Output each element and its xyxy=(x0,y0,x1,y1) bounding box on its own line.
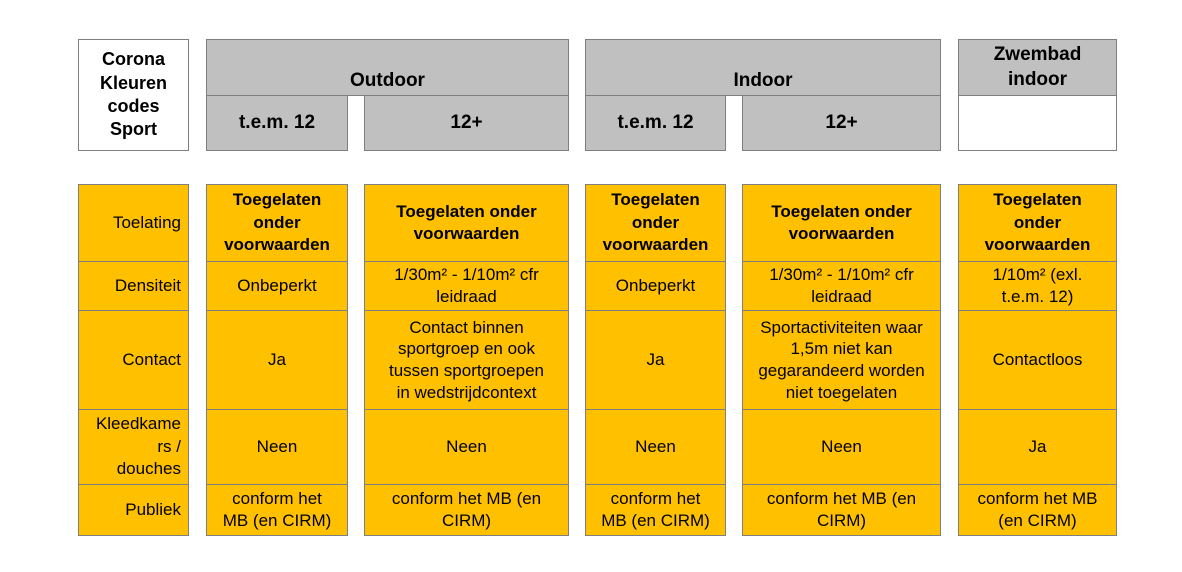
cell-densiteit-zwembad: 1/10m² (exl. t.e.m. 12) xyxy=(958,261,1117,311)
cell-kleedkamers-indoor-under12: Neen xyxy=(585,409,726,485)
cell-publiek-zwembad: conform het MB (en CIRM) xyxy=(958,484,1117,536)
cell-contact-indoor-12plus: Sportactiviteiten waar 1,5m niet kan gegarandeerd worden niet toegelaten xyxy=(742,310,941,410)
cell-contact-zwembad: Contactloos xyxy=(958,310,1117,410)
corner-title: Corona Kleuren codes Sport xyxy=(78,39,189,151)
cell-publiek-outdoor-under12: conform het MB (en CIRM) xyxy=(206,484,348,536)
row-label-kleedkamers: Kleedkame rs / douches xyxy=(78,409,189,485)
row-label-densiteit: Densiteit xyxy=(78,261,189,311)
header-indoor-under12: t.e.m. 12 xyxy=(585,95,726,151)
cell-densiteit-indoor-12plus: 1/30m² - 1/10m² cfr leidraad xyxy=(742,261,941,311)
cell-densiteit-indoor-under12: Onbeperkt xyxy=(585,261,726,311)
cell-densiteit-outdoor-12plus: 1/30m² - 1/10m² cfr leidraad xyxy=(364,261,569,311)
cell-toelating-outdoor-12plus: Toegelaten onder voorwaarden xyxy=(364,184,569,262)
cell-toelating-indoor-under12: Toegelaten onder voorwaarden xyxy=(585,184,726,262)
cell-toelating-outdoor-under12: Toegelaten onder voorwaarden xyxy=(206,184,348,262)
cell-kleedkamers-indoor-12plus: Neen xyxy=(742,409,941,485)
header-outdoor: Outdoor xyxy=(206,39,569,96)
cell-kleedkamers-zwembad: Ja xyxy=(958,409,1117,485)
header-zwembad: Zwembad indoor xyxy=(958,39,1117,96)
cell-toelating-indoor-12plus: Toegelaten onder voorwaarden xyxy=(742,184,941,262)
header-zwembad-empty xyxy=(958,95,1117,151)
cell-publiek-indoor-under12: conform het MB (en CIRM) xyxy=(585,484,726,536)
row-label-publiek: Publiek xyxy=(78,484,189,536)
cell-toelating-zwembad: Toegelaten onder voorwaarden xyxy=(958,184,1117,262)
header-indoor-12plus: 12+ xyxy=(742,95,941,151)
cell-contact-indoor-under12: Ja xyxy=(585,310,726,410)
cell-publiek-indoor-12plus: conform het MB (en CIRM) xyxy=(742,484,941,536)
cell-densiteit-outdoor-under12: Onbeperkt xyxy=(206,261,348,311)
header-outdoor-under12: t.e.m. 12 xyxy=(206,95,348,151)
cell-contact-outdoor-12plus: Contact binnen sportgroep en ook tussen sportgroepen in wedstrijdcontext xyxy=(364,310,569,410)
row-label-toelating: Toelating xyxy=(78,184,189,262)
cell-contact-outdoor-under12: Ja xyxy=(206,310,348,410)
cell-publiek-outdoor-12plus: conform het MB (en CIRM) xyxy=(364,484,569,536)
cell-kleedkamers-outdoor-12plus: Neen xyxy=(364,409,569,485)
cell-kleedkamers-outdoor-under12: Neen xyxy=(206,409,348,485)
header-outdoor-12plus: 12+ xyxy=(364,95,569,151)
header-indoor: Indoor xyxy=(585,39,941,96)
row-label-contact: Contact xyxy=(78,310,189,410)
